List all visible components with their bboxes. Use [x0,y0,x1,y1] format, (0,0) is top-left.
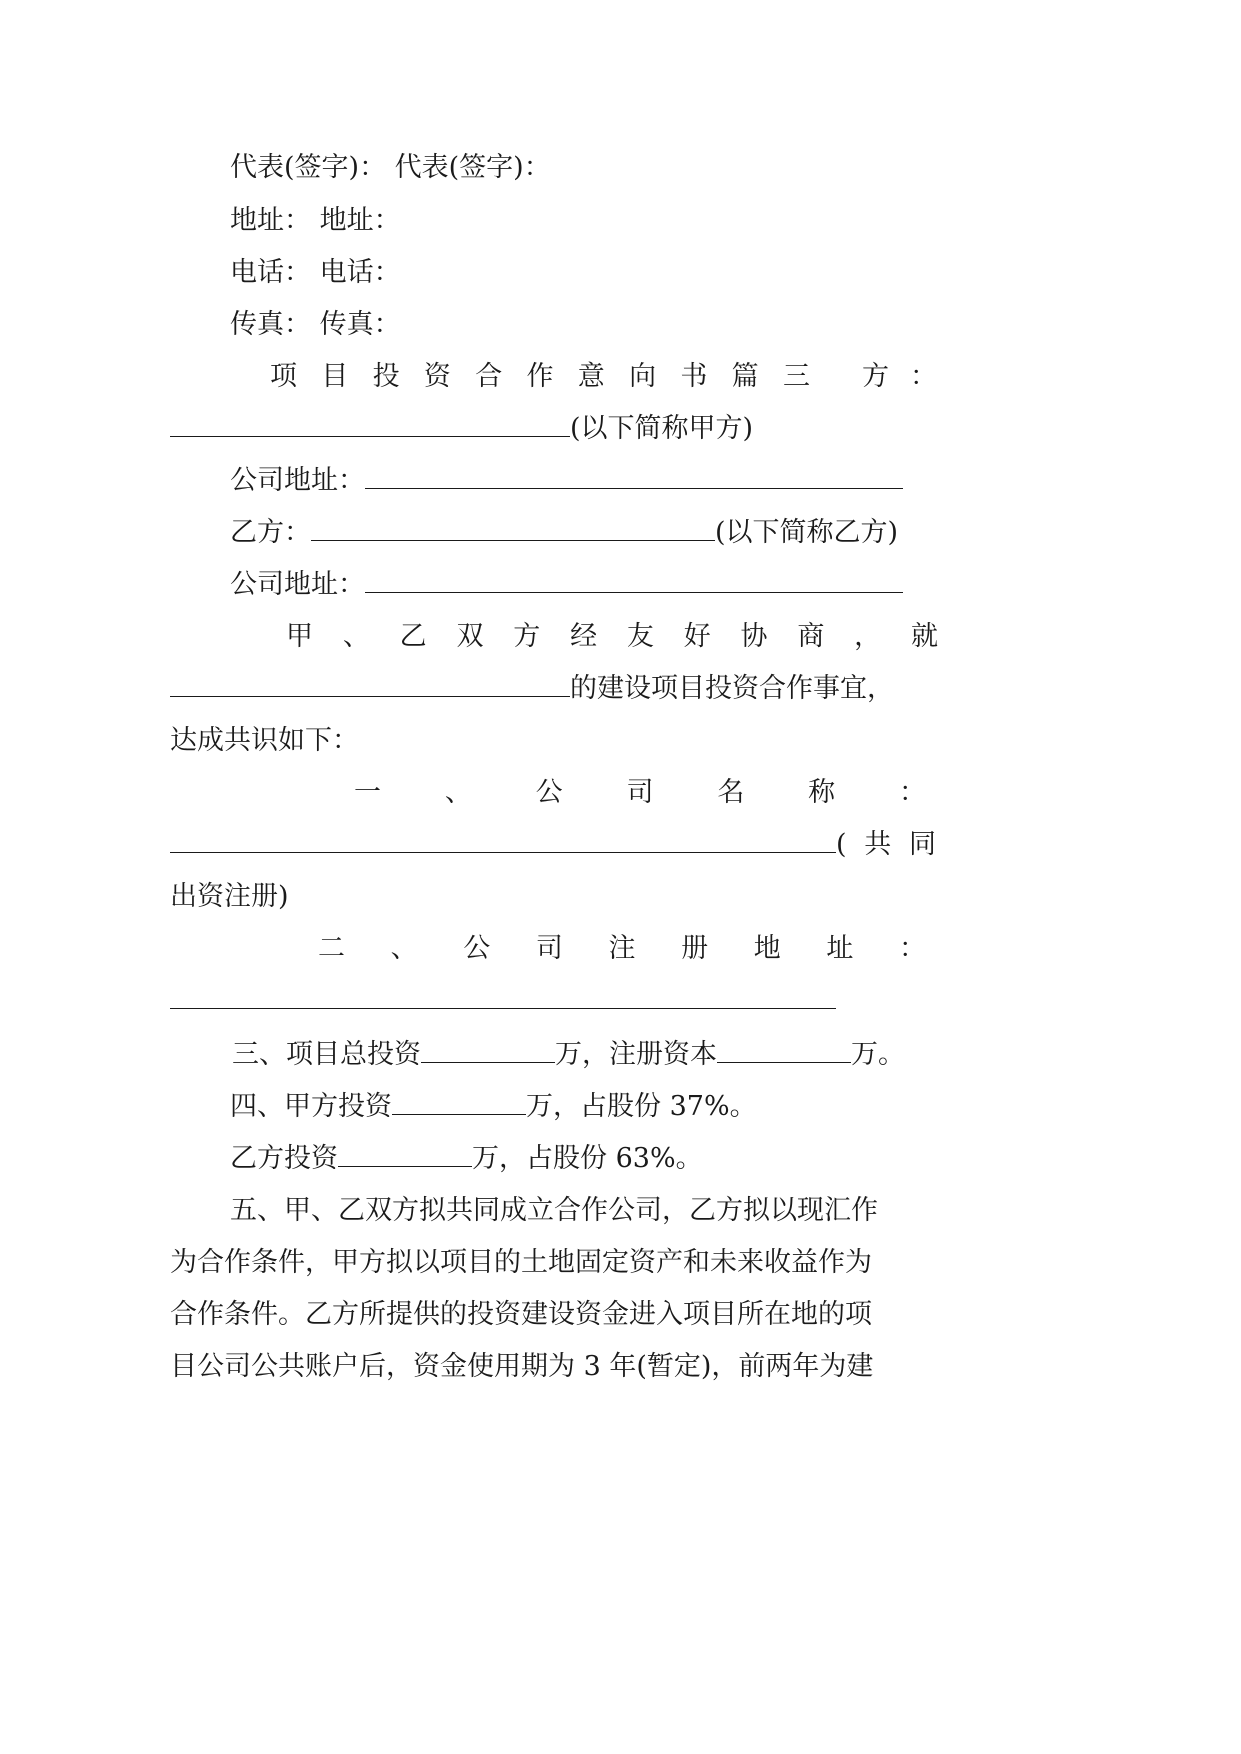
title-char: 作 [526,361,554,392]
title-char: 意 [577,361,605,392]
clause-1-heading [354,773,926,813]
company-name-blank [170,826,836,853]
document-title [270,357,810,397]
title-char: 目 [321,361,349,392]
text-char: ( [836,829,847,860]
company-address-label: 公司地址： [230,569,365,600]
clause-4-text: 四、甲方投资 [230,1091,392,1122]
party-b-investment-line [230,1139,703,1179]
project-text: 的建设项目投资合作事宜， [570,673,894,704]
text-char: 公 [535,777,563,808]
text-char: 友 [626,621,654,652]
text-char: 一 [354,777,381,808]
company-a-address-line [230,461,903,501]
text-char: 商 [797,621,825,652]
clause-5-line-3: 合作条件。乙方所提供的投资建设资金进入项目所在地的项 [170,1299,872,1330]
party-b-investment-blank [338,1140,472,1167]
representative-signature-line: 代表(签字)： 代表(签字)： [230,152,551,183]
text-char: 同 [908,829,936,860]
party-a-line [170,409,753,449]
party-a-note: (以下简称甲方) [570,413,754,444]
party-a-colon: ： [910,361,937,392]
text-char: 方 [513,621,541,652]
clause-5-line-1: 五、甲、乙双方拟共同成立合作公司，乙方拟以现汇作 [230,1195,878,1226]
text-char: 司 [626,777,654,808]
party-b-blank [311,514,715,541]
text-char: 址 [826,933,854,964]
text-char: 二 [318,933,345,964]
text-char: 、 [444,777,472,808]
total-investment-blank [421,1036,555,1063]
text-char: 好 [683,621,711,652]
text-char: 、 [390,933,418,964]
text-char: 公 [463,933,491,964]
project-blank [170,670,570,697]
negotiation-line [286,617,938,657]
text-char: 地 [753,933,781,964]
registered-address-blank [170,982,836,1009]
company-b-address-blank [365,566,903,593]
party-a-label: 方 [862,361,889,392]
party-b-note: (以下简称乙方) [715,517,899,548]
title-char: 三 [782,361,810,392]
clause-3-line [232,1035,905,1075]
party-b-investment-text: 万，占股份 63%。 [472,1143,703,1174]
clause-4-line [230,1087,757,1127]
project-line [170,669,894,709]
text-char: 司 [535,933,563,964]
title-char: 篇 [731,361,759,392]
text-char: 就 [910,621,938,652]
text-char: 名 [717,777,745,808]
registration-note: 出资注册) [170,881,289,912]
fax-line: 传真： 传真： [230,309,401,340]
company-name-line [170,825,940,865]
text-char: 共 [864,829,892,860]
text-char: 乙 [399,621,427,652]
clause-3-text: 三、项目总投资 [232,1039,421,1070]
company-b-address-line [230,565,903,605]
clause-5-line-2: 为合作条件，甲方拟以项目的土地固定资产和未来收益作为 [170,1247,872,1278]
consensus-line: 达成共识如下： [170,725,359,756]
registered-capital-blank [717,1036,851,1063]
text-char: 册 [681,933,709,964]
party-a-blank [170,410,570,437]
text-char: ： [898,777,926,808]
text-char: ， [854,621,882,652]
text-char: 经 [570,621,598,652]
title-char: 项 [270,361,297,392]
text-char: 、 [342,621,370,652]
clause-3-text: 万，注册资本 [555,1039,717,1070]
text-char: 甲 [286,621,313,652]
phone-line: 电话： 电话： [230,257,401,288]
title-char: 投 [372,361,400,392]
title-char: 书 [680,361,708,392]
text-char: ： [899,933,926,964]
title-char: 资 [423,361,451,392]
registered-address-line [170,981,836,1021]
text-char: 双 [456,621,484,652]
party-b-line [230,513,898,553]
company-a-address-blank [365,462,903,489]
clause-2-heading [318,929,926,969]
company-name-note [836,825,936,865]
clause-3-text: 万。 [851,1039,905,1070]
text-char: 协 [740,621,768,652]
address-line: 地址： 地址： [230,205,401,236]
party-b-investment-text: 乙方投资 [230,1143,338,1174]
text-char: 称 [808,777,836,808]
party-a-investment-blank [392,1088,526,1115]
text-char: 注 [608,933,636,964]
title-char: 向 [629,361,657,392]
party-b-label: 乙方： [230,517,311,548]
clause-4-text: 万，占股份 37%。 [526,1091,757,1122]
title-char: 合 [475,361,503,392]
company-address-label: 公司地址： [230,465,365,496]
clause-5-line-4: 目公司公共账户后，资金使用期为 3 年(暂定)，前两年为建 [170,1351,874,1382]
